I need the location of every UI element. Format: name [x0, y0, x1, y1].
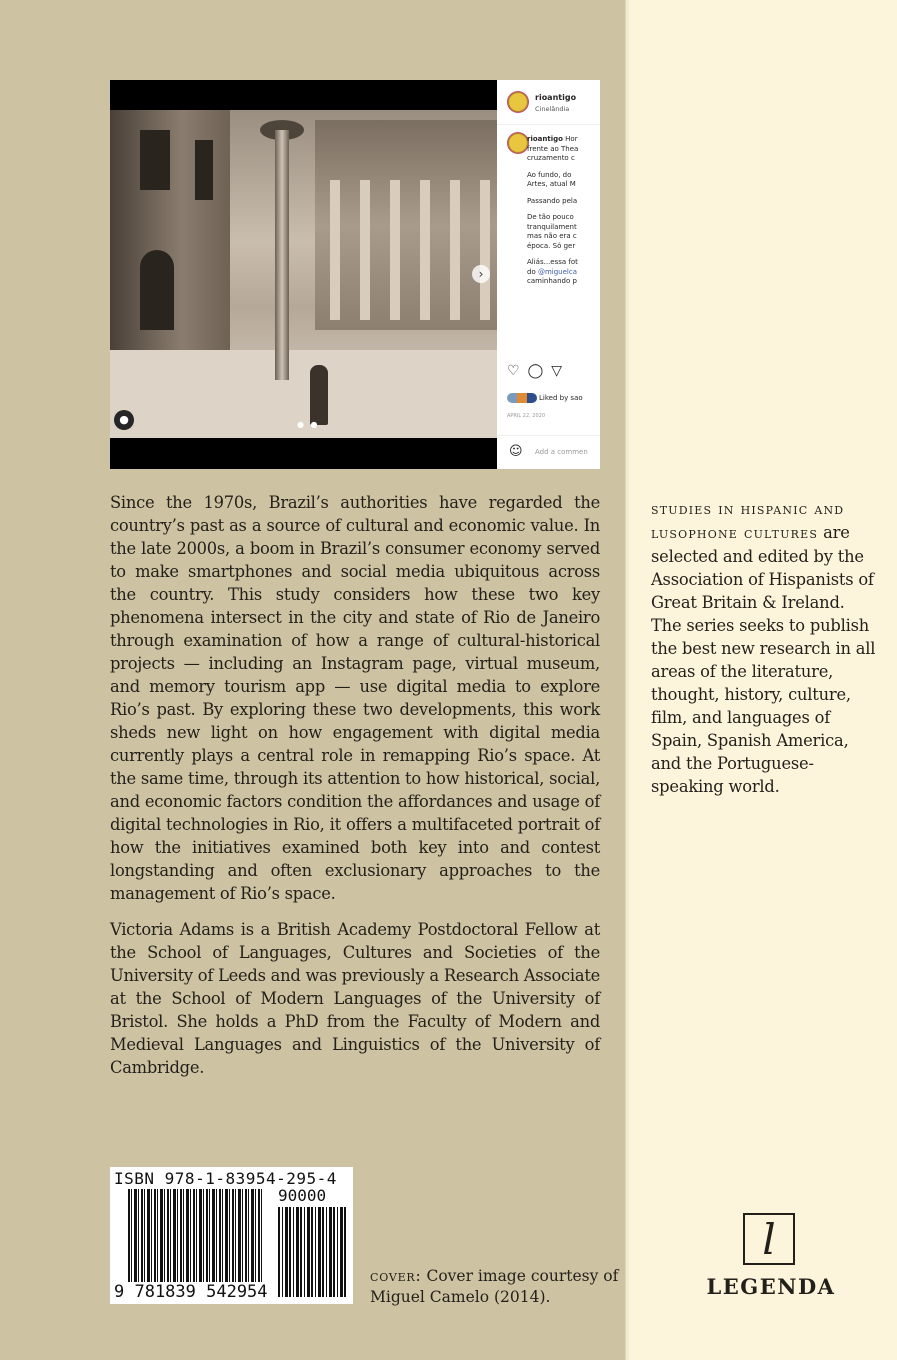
caption-text: frente ao Thea	[527, 144, 579, 153]
comment-input[interactable]: Add a commen	[535, 448, 588, 456]
caption	[527, 135, 600, 294]
avatar[interactable]	[507, 91, 529, 113]
caption-avatar[interactable]	[507, 132, 529, 154]
heart-icon[interactable]: ♡	[507, 363, 528, 379]
comment-bar	[497, 435, 600, 469]
action-icons	[507, 363, 570, 379]
price-addon: 90000	[278, 1186, 327, 1205]
walking-man	[310, 365, 328, 425]
barcode-digits: 9 781839 542954	[114, 1282, 268, 1302]
caption-text: tranquilament	[527, 222, 577, 231]
instagram-sidebar	[497, 80, 600, 469]
author-bio: Victoria Adams is a British Academy Postdoctoral Fellow at the School of Languages, Cultures and Societies of the University of Leeds and was previously a Research Associate at the School of Modern Languages of the University of Bristol. She holds a PhD from the Faculty of Modern and Medieval Languages and Linguistics of the University of Cambridge.	[110, 920, 600, 1077]
post-date: APRIL 22, 2020	[507, 413, 546, 419]
mention-link[interactable]: @miguelca	[537, 267, 577, 276]
barcode-bars	[128, 1189, 263, 1284]
series-text: are selected and edited by the Association of Hispanists of Great Britain & Ireland. The series seeks to publish the best new research in all areas of the literature, thought, history, culture, film, and languages of Spain, Spanish America, and the Portuguese-speaking world.	[651, 523, 876, 796]
share-icon[interactable]: ▽	[551, 363, 571, 379]
book-blurb	[110, 491, 600, 905]
comment-icon[interactable]: ◯	[527, 363, 552, 379]
caption-text: Aliás...essa fot	[527, 258, 578, 266]
caption-text: mas não era c	[527, 232, 577, 240]
caption-text: caminhando p	[527, 277, 577, 285]
series-note	[651, 497, 876, 798]
caption-text: Artes, atual M	[527, 180, 576, 188]
location[interactable]: Cinelândia	[535, 105, 570, 113]
caption-text: Hor	[562, 135, 578, 143]
blurb-paragraph: Since the 1970s, Brazil’s authorities have regarded the country’s past as a source of cultural and economic value. In the late 2000s, a boom in Brazil’s consumer economy served to make smartphones and social media ubiquitous across the country. This study considers how these two key phenomena intersect in the city and state of Rio de Janeiro through examination of how a range of cultural-historical projects — including an Instagram page, virtual museum, and memory tourism app — use digital media to explore Rio’s past. By exploring these two developments, this work sheds new light on how engagement with digital media currently plays a central role in remapping Rio’s space. At the same time, through its attention to how historical, social, and economic factors condition the affordances and usage of digital technologies in Rio, it offers a multifaceted portrait of how the initiatives examined both key into and contest longstanding and often exclusionary approaches to the management of Rio’s space.	[110, 493, 600, 903]
lamp-post	[275, 130, 289, 380]
caption-text: Passando pela	[527, 196, 578, 205]
legenda-logo-icon: l	[743, 1213, 795, 1265]
caption-username[interactable]: rioantigo	[527, 135, 563, 143]
cover-label: cover:	[370, 1267, 422, 1285]
post-header	[497, 80, 600, 125]
isbn-barcode	[110, 1167, 353, 1304]
isbn-label: ISBN 978-1-83954-295-4	[114, 1169, 337, 1188]
likes-text[interactable]: Liked by sao	[539, 394, 583, 402]
user-tag-icon[interactable]: ●	[114, 410, 134, 430]
caption-text: cruzamento c	[527, 154, 575, 162]
liker-avatars	[507, 393, 537, 403]
caption-text: do	[527, 267, 538, 276]
cover-credit-text: Cover image courtesy of Miguel Camelo (2014).	[370, 1267, 619, 1306]
next-arrow-icon[interactable]: ›	[472, 265, 490, 283]
addon-bars	[278, 1207, 348, 1297]
likes	[507, 393, 583, 403]
building-right	[315, 120, 497, 330]
caption-text: De tão pouco	[527, 213, 574, 221]
caption-text: época. Só ger	[527, 241, 576, 250]
series-name: studies in hispanic and lusophone cultures	[651, 500, 845, 542]
emoji-icon[interactable]: ☺	[509, 444, 523, 459]
caption-text: Ao fundo, do	[527, 170, 572, 179]
historic-photo	[110, 110, 497, 438]
carousel-dots: ● ●	[297, 420, 320, 429]
username[interactable]: rioantigo	[535, 93, 577, 102]
instagram-post-image	[110, 80, 600, 469]
publisher-name: LEGENDA	[706, 1274, 836, 1299]
cover-credit	[370, 1266, 620, 1308]
